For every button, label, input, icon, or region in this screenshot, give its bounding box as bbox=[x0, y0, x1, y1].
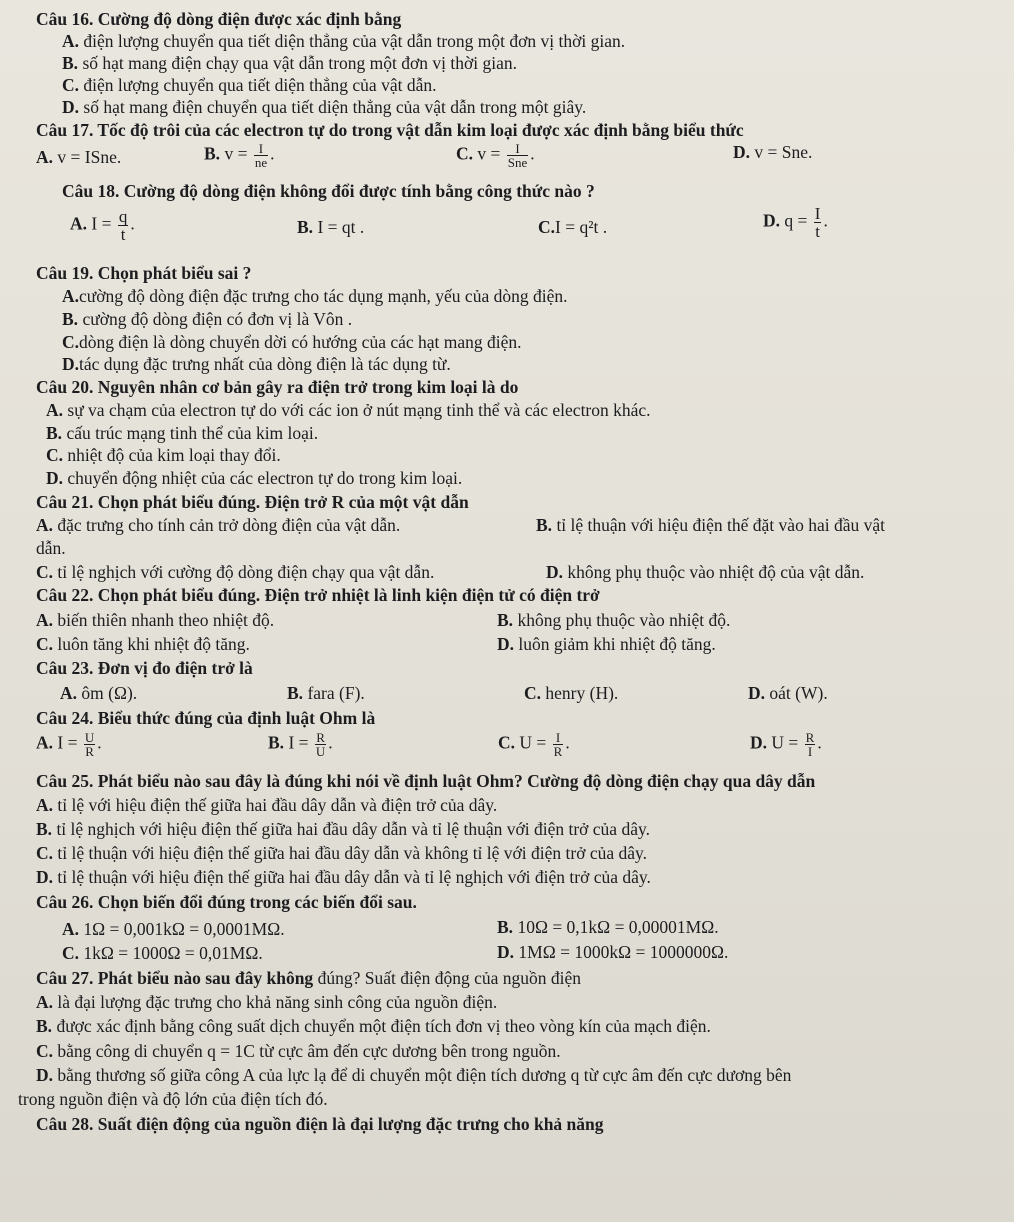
q24-title: Câu 24. Biểu thức đúng của định luật Ohm là bbox=[36, 708, 376, 728]
q25-option-c: C. tỉ lệ thuận với hiệu điện thế giữa hai đầu dây dẫn và không tỉ lệ với điện trở của dây. bbox=[36, 843, 648, 863]
q18-option-a: A. I = $\frac{q}{t}$ . bbox=[70, 207, 135, 244]
q27-option-a: A. là đại lượng đặc trưng cho khả năng sinh công của nguồn điện. bbox=[36, 992, 498, 1012]
q18-option-b: B. I = qt . bbox=[297, 217, 365, 237]
q17-option-a: A. v = ISne. bbox=[36, 147, 122, 167]
q27-option-d: D. bằng thương số giữa công A của lực lạ để di chuyển một điện tích dương q từ cực âm đến cực dương bên bbox=[36, 1065, 792, 1085]
q23-option-d: D. oát (W). bbox=[748, 683, 828, 703]
q16-option-d: D. số hạt mang điện chuyển qua tiết diện thẳng của vật dẫn trong một giây. bbox=[62, 97, 587, 117]
q25-option-a: A. tỉ lệ với hiệu điện thế giữa hai đầu dây dẫn và điện trở của dây. bbox=[36, 795, 498, 815]
q23-option-a: A. ôm (Ω). bbox=[60, 683, 138, 703]
q27-option-c: C. bằng công di chuyển q = 1C từ cực âm đến cực dương bên trong nguồn. bbox=[36, 1041, 561, 1061]
q22-option-d: D. luôn giảm khi nhiệt độ tăng. bbox=[497, 634, 716, 654]
q27-option-d-cont: trong nguồn điện và độ lớn của điện tích đó. bbox=[18, 1089, 328, 1109]
q22-option-b: B. không phụ thuộc vào nhiệt độ. bbox=[497, 610, 731, 630]
q21-option-a: A. đặc trưng cho tính cản trở dòng điện của vật dẫn. bbox=[36, 515, 401, 535]
q20-title: Câu 20. Nguyên nhân cơ bản gây ra điện trở trong kim loại là do bbox=[36, 377, 519, 397]
q28-title: Câu 28. Suất điện động của nguồn điện là đại lượng đặc trưng cho khả năng bbox=[36, 1114, 604, 1134]
q24-option-b: B. I = $\frac{R}{U}$ . bbox=[268, 730, 333, 759]
q23-title: Câu 23. Đơn vị đo điện trở là bbox=[36, 658, 253, 678]
q26-option-a: A. 1Ω = 0,001kΩ = 0,0001MΩ. bbox=[62, 919, 285, 939]
q17-option-b: B. v = $\frac{I}{ne}$ . bbox=[204, 141, 275, 170]
q23-option-b: B. fara (F). bbox=[287, 683, 365, 703]
q16-title: Câu 16. Cường độ dòng điện được xác định bằng bbox=[36, 9, 402, 29]
q27-option-b: B. được xác định bằng công suất dịch chuyển một điện tích đơn vị theo vòng kín của mạch điện. bbox=[36, 1016, 711, 1036]
q25-option-b: B. tỉ lệ nghịch với hiệu điện thế giữa hai đầu dây dẫn và tỉ lệ thuận với điện trở của dây. bbox=[36, 819, 650, 839]
q21-title: Câu 21. Chọn phát biểu đúng. Điện trở R của một vật dẫn bbox=[36, 492, 469, 512]
q19-title: Câu 19. Chọn phát biểu sai ? bbox=[36, 263, 252, 283]
q24-option-c: C. U = $\frac{I}{R}$ . bbox=[498, 730, 570, 759]
q18-option-d: D. q = $\frac{I}{t}$ . bbox=[763, 204, 828, 241]
q24-option-a: A. I = $\frac{U}{R}$ . bbox=[36, 730, 102, 759]
q18-option-c: C.I = q²t . bbox=[538, 217, 608, 237]
q21-option-d: D. không phụ thuộc vào nhiệt độ của vật dẫn. bbox=[546, 562, 865, 582]
q19-option-c: C.dòng điện là dòng chuyển dời có hướng của các hạt mang điện. bbox=[62, 332, 522, 352]
q16-option-b: B. số hạt mang điện chạy qua vật dẫn trong một đơn vị thời gian. bbox=[62, 53, 517, 73]
q21-option-b: B. tỉ lệ thuận với hiệu điện thế đặt vào hai đầu vật bbox=[536, 515, 885, 535]
q20-option-b: B. cấu trúc mạng tinh thể của kim loại. bbox=[46, 423, 319, 443]
q22-option-a: A. biến thiên nhanh theo nhiệt độ. bbox=[36, 610, 275, 630]
q22-option-c: C. luôn tăng khi nhiệt độ tăng. bbox=[36, 634, 250, 654]
q22-title: Câu 22. Chọn phát biểu đúng. Điện trở nhiệt là linh kiện điện tử có điện trở bbox=[36, 585, 600, 605]
q25-option-d: D. tỉ lệ thuận với hiệu điện thế giữa hai đầu dây dẫn và tỉ lệ nghịch với điện trở của dây. bbox=[36, 867, 651, 887]
q26-option-d: D. 1MΩ = 1000kΩ = 1000000Ω. bbox=[497, 942, 729, 962]
q17-option-d: D. v = Sne. bbox=[733, 142, 813, 162]
q20-option-a: A. sự va chạm của electron tự do với các ion ở nút mạng tinh thể và các electron khác. bbox=[46, 400, 651, 420]
q18-title: Câu 18. Cường độ dòng điện không đổi được tính bằng công thức nào ? bbox=[62, 181, 595, 201]
q20-option-c: C. nhiệt độ của kim loại thay đổi. bbox=[46, 445, 281, 465]
q26-title: Câu 26. Chọn biến đổi đúng trong các biến đổi sau. bbox=[36, 892, 417, 912]
q19-option-b: B. cường độ dòng điện có đơn vị là Vôn . bbox=[62, 309, 353, 329]
q17-title: Câu 17. Tốc độ trôi của các electron tự do trong vật dẫn kim loại được xác định bằng biểu thức bbox=[36, 120, 744, 140]
q27-title: Câu 27. Phát biểu nào sau đây không đúng? Suất điện động của nguồn điện bbox=[36, 968, 581, 988]
q21-option-c: C. tỉ lệ nghịch với cường độ dòng điện chạy qua vật dẫn. bbox=[36, 562, 435, 582]
q17-option-c: C. v = $\frac{I}{\text{Sne}}$ . bbox=[456, 141, 535, 170]
q26-option-c: C. 1kΩ = 1000Ω = 0,01MΩ. bbox=[62, 943, 263, 963]
q19-option-d: D.tác dụng đặc trưng nhất của dòng điện là tác dụng từ. bbox=[62, 354, 451, 374]
q16-option-c: C. điện lượng chuyển qua tiết diện thẳng của vật dẫn. bbox=[62, 75, 437, 95]
q20-option-d: D. chuyển động nhiệt của các electron tự do trong kim loại. bbox=[46, 468, 463, 488]
q24-option-d: D. U = $\frac{R}{I}$ . bbox=[750, 730, 822, 759]
q21-option-b-cont: dẫn. bbox=[36, 538, 66, 558]
q16-option-a: A. điện lượng chuyển qua tiết diện thẳng của vật dẫn trong một đơn vị thời gian. bbox=[62, 31, 626, 51]
q19-option-a: A.cường độ dòng điện đặc trưng cho tác dụng mạnh, yếu của dòng điện. bbox=[62, 286, 568, 306]
q25-title: Câu 25. Phát biểu nào sau đây là đúng khi nói về định luật Ohm? Cường độ dòng điện chạy qua dây dẫn bbox=[36, 771, 816, 791]
q26-option-b: B. 10Ω = 0,1kΩ = 0,00001MΩ. bbox=[497, 917, 719, 937]
q23-option-c: C. henry (H). bbox=[524, 683, 619, 703]
